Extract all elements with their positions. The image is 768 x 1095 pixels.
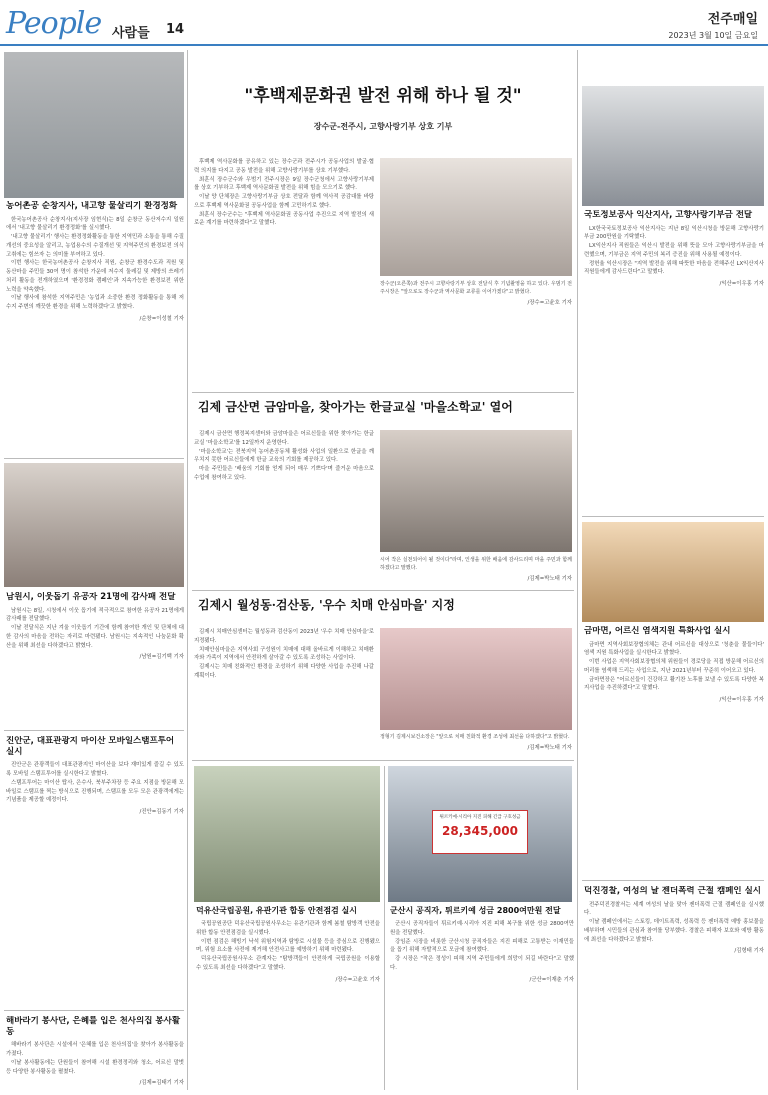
page-number: 14: [166, 22, 185, 37]
byline: /김제=김태기 기자: [139, 1080, 184, 1087]
paragraph: 스탬프투어는 마이산 탑사, 은수사, 북부주차장 등 주요 지점을 방문해 모바일로 스탬프를 찍는 방식으로 진행되며, 스탬프를 모두 모은 관광객에게는 기념품을 제공할 예정이다.: [6, 779, 184, 804]
article-body: [6, 761, 184, 805]
donation-board-title: 튀르키예·시리아 지진 피해 긴급 구호성금: [439, 815, 521, 820]
paragraph: 최훈식 장수군수와 우범기 전주시장은 9일 장수군청에서 고향사랑기부제를 상호 기부하고 후백제 역사문화권 발전을 위해 힘을 모으기로 했다.: [194, 176, 374, 192]
paragraph: 김제시는 치매 친화적인 환경을 조성하기 위해 다양한 사업을 추진해 나갈 계획이다.: [194, 664, 374, 679]
paragraph: 국립공원공단 덕유산국립공원사무소는 유관기관과 함께 봄철 탐방객 안전을 위한 합동 안전점검을 실시했다.: [196, 921, 380, 936]
donation-amount: 28,345,000: [442, 824, 518, 838]
photo-caption: 장수군(오른쪽)과 전주시 고향사랑기부 상호 전달식 후 기념촬영을 하고 있다. 우범기 전주시장은 "앞으로도 장수군과 역사문화 교류를 이어가겠다"고 밝혔다.: [380, 281, 572, 295]
article-body: [194, 430, 374, 483]
article-photo: [4, 463, 184, 587]
paragraph: 치매안심마을은 지역사회 구성원이 치매에 대해 올바르게 이해하고 치매환자와 가족이 지역에서 안전하게 살아갈 수 있도록 조성하는 사업이다.: [194, 646, 374, 662]
byline: /김제=박노태 기자: [527, 745, 572, 751]
paragraph: 최훈식 장수군수는 "후백제 역사문화권 공동사업 추진으로 지역 발전의 새로운 계기를 마련하겠다"고 말했다.: [194, 211, 374, 227]
donation-board: [432, 810, 528, 854]
article-mid-4: [390, 906, 574, 983]
paragraph: 전주덕진경찰서는 세계 여성의 날을 맞아 젠더폭력 근절 캠페인을 실시했다.: [584, 901, 764, 917]
mid-caption-2: [380, 733, 572, 751]
byline: /익산=이우홍 기자: [719, 281, 764, 288]
paragraph: LX익산지사 직원들은 익산시 발전을 위해 뜻을 모아 고향사랑기부금을 마련했으며, 기부금은 지역 주민의 복리 증진을 위해 사용될 예정이다.: [584, 243, 764, 258]
column-divider: [384, 766, 385, 1090]
article-body: [196, 920, 380, 973]
article-body: [584, 901, 764, 945]
paragraph: 금마면장은 "어르신들이 건강하고 활기찬 노후를 보낼 수 있도록 다양한 복지사업을 추진하겠다"고 말했다.: [584, 676, 764, 692]
mid-headline-2: [198, 598, 574, 613]
lead-caption-wrap: [380, 280, 572, 306]
paragraph: 진안군은 관광객들이 대표관광지인 마이산을 보다 재미있게 즐길 수 있도록 모바일 스탬프투어를 실시한다고 밝혔다.: [6, 762, 184, 777]
paragraph: 한국농어촌공사 순창지사(지사장 임현식)는 8일 순창군 동산저수지 일원에서 '내고향 물살리기 환경정화'를 실시했다.: [6, 216, 184, 232]
paragraph: 강임준 시장을 비롯한 군산시청 공직자들은 지진 피해로 고통받는 이재민들을 돕기 위해 자발적으로 모금에 참여했다.: [390, 938, 574, 954]
divider: [4, 730, 184, 731]
divider: [192, 590, 574, 591]
article-col1-2: [6, 592, 184, 660]
article-mid-1: [194, 430, 374, 483]
byline: /장수=고윤호 기자: [527, 300, 572, 306]
article-body: [584, 225, 764, 278]
paragraph: 이날 양 단체장은 고향사랑기부금 상호 전달과 함께 역사적 공감대를 바탕으로 후백제 역사문화권 공동사업을 함께 고민하기로 했다.: [194, 194, 374, 209]
headline: 군산시 공직자, 튀르키예 성금 2800여만원 전달: [390, 906, 561, 915]
article-col3-3: [584, 886, 764, 954]
paragraph: 이번 사업은 지역사회보장협의체 위원들이 경로당을 직접 방문해 어르신의 머리를 염색해 드리는 사업으로, 지난 2021년부터 꾸준히 이어오고 있다.: [584, 659, 764, 674]
paragraph: 해바라기 봉사단은 시설에서 '은혜를 입은 천사의집'을 찾아가 봉사활동을 가졌다.: [6, 1042, 184, 1057]
paragraph: 이번 점검은 해빙기 낙석 위험지역과 탐방로 시설물 등을 중심으로 진행됐으며, 위험 요소를 사전에 제거해 안전사고를 예방하기 위해 마련됐다.: [196, 938, 380, 954]
article-mid-3: [196, 906, 380, 983]
mid-headline-1: [198, 400, 574, 415]
photo-caption: 시어 작은 실천되어이 될 것이다"라며, 인생을 위한 배움에 감사드리며 마을 주민과 함께 하겠다고 말했다.: [380, 557, 572, 571]
article-photo: [380, 430, 572, 552]
headline: 농어촌공 순창지사, 내고향 물살리기 환경정화: [6, 201, 178, 211]
lead-subtitle: 장수군-전주시, 고향사랑기부 상호 기부: [313, 122, 453, 132]
divider: [192, 392, 574, 393]
headline: 진안군, 대표관광지 마이산 모바일스탬프투어 실시: [6, 736, 175, 757]
issue-date: 2023년 3월 10일 금요일: [668, 31, 758, 40]
column-divider: [577, 50, 578, 1090]
paragraph: 군산시 공직자들이 튀르키예·시리아 지진 피해 복구를 위한 성금 2800여만원을 전달했다.: [390, 921, 574, 936]
article-body: [6, 1041, 184, 1076]
paragraph: 강 시장은 "작은 정성이 피해 지역 주민들에게 희망이 되길 바란다"고 말했다.: [390, 956, 574, 971]
headline: 금마면, 어르신 염색지원 특화사업 실시: [584, 626, 731, 636]
article-body: [390, 920, 574, 973]
article-col1-4: [6, 1016, 184, 1086]
article-col3-2: [584, 626, 764, 703]
paragraph: 김제시 치매안심센터는 월성동과 검산동이 2023년 '우수 치매 안심마을'로 지정됐다.: [194, 629, 374, 644]
byline: /김제=박노태 기자: [527, 576, 572, 582]
divider: [4, 1010, 184, 1011]
article-body: [194, 628, 374, 681]
headline: 해바라기 봉사단, 은혜를 입은 천사의집 봉사활동: [6, 1016, 181, 1037]
masthead: [0, 0, 768, 44]
section-brand: People: [6, 6, 102, 41]
newspaper-name: 전주매일: [707, 12, 758, 27]
byline: /진안=김동기 기자: [139, 809, 184, 815]
divider: [582, 880, 764, 881]
headline: 김제시 월성동·검산동, '우수 치매 안심마을' 지정: [198, 598, 455, 612]
article-photo: [582, 522, 764, 622]
article-photo: [380, 628, 572, 730]
paragraph: 정헌율 익산시장은 "지역 발전을 위해 따뜻한 마음을 전해주신 LX익산지사 직원들에게 감사드린다"고 말했다.: [584, 260, 764, 276]
divider: [582, 516, 764, 517]
paragraph: '마을소학교'는 전북지역 농어촌공동체 활성화 사업의 일환으로 한글을 깨우치지 못한 어르신들에게 한글 교육의 기회를 제공하고 있다.: [194, 448, 374, 464]
paragraph: 이번 행사는 한국농어촌공사 순창지사 직원, 순창군 환경수도과 직원 및 동산마을 주민들 30여 명이 참석한 가운데 저수지 둘레길 및 제방의 쓰레기 처리 활동을 전개하였으며 '환경정화 캠페인'과 지속가능한 환경보전 위한 노력을 약속했다.: [6, 260, 184, 293]
lead-headline: "후백제문화권 발전 위해 하나 될 것": [244, 86, 522, 106]
article-photo: [4, 52, 184, 198]
paragraph: 덕유산국립공원사무소 관계자는 "탐방객들이 안전하게 국립공원을 이용할 수 있도록 최선을 다하겠다"고 말했다.: [196, 956, 380, 971]
paragraph: 이날 전달식은 지난 겨울 이웃돕기 기간에 함께 참여한 개인 및 단체에 대한 감사의 마음을 전하는 자리로 마련됐다. 남원시는 지속적인 나눔문화 확산을 위해 최선을 다하겠다고 밝혔다.: [6, 625, 184, 649]
column-divider: [187, 50, 188, 1090]
article-photo: [582, 86, 764, 206]
byline: /순창=이성철 기자: [139, 315, 184, 322]
section-name: 사람들: [112, 26, 150, 41]
header-rule: [0, 44, 768, 46]
divider: [192, 760, 574, 761]
photo-caption: 정형기 김제시보건소장은 "앞으로 치매 친화적 환경 조성에 최선을 다하겠다"고 밝혔다.: [380, 734, 570, 740]
byline: /군산=이재춘 기자: [529, 976, 574, 983]
headline: 덕진경찰, 여성의 날 젠더폭력 근절 캠페인 실시: [584, 886, 761, 896]
article-mid-2: [194, 628, 374, 681]
mid-caption-1: [380, 556, 572, 582]
paragraph: 마을 주민들은 '배움의 기회를 얻게 되어 매우 기쁘다'며 즐거운 마음으로 수업에 참여하고 있다.: [194, 466, 374, 481]
byline: /익산=이우홍 기자: [719, 697, 764, 704]
article-col1-3: [6, 736, 184, 815]
lead-photo: [380, 158, 572, 276]
headline: 덕유산국립공원, 유관기관 합동 안전점검 실시: [196, 906, 358, 915]
byline: /김형태 기자: [734, 948, 764, 955]
divider: [4, 458, 184, 459]
article-body: [6, 607, 184, 651]
paragraph: 후백제 역사문화를 공유하고 있는 장수군과 전주시가 공동사업의 발굴·협력 의지를 다지고 공동 발전을 위해 고향사랑기부를 상호 기부했다.: [194, 159, 374, 174]
article-photo: [388, 766, 572, 902]
paragraph: LX한국국토정보공사 익산지사는 지난 8일 익산시청을 방문해 고향사랑기부금 200만원을 기탁했다.: [584, 225, 764, 241]
article-col3-1: [584, 210, 764, 287]
paragraph: 이날 행사에 참석한 지역주민은 '농업과 소중한 환경 정화활동을 통해 저수지 주변의 깨끗한 환경을 위해 노력하겠다'고 밝혔다.: [6, 295, 184, 311]
article-body: [6, 216, 184, 312]
article-body: [584, 641, 764, 694]
article-col1-1: [6, 201, 184, 322]
headline: 남원시, 이웃돕기 유공자 21명에 감사패 전달: [6, 592, 176, 602]
paragraph: 금마면 지역사회보장협의체는 관내 어르신을 대상으로 '청춘을 물들이다' 염색 지원 특화사업을 실시한다고 밝혔다.: [584, 641, 764, 657]
lead-body: [194, 158, 374, 228]
paragraph: '내고향 물살리기' 행사는 환경정화활동을 통한 지역민과 소통을 통해 수질개선의 중요성을 알리고, 농업용수의 수질개선 및 지역주민의 환경보전 의식 고취에는 힘쓰자 는 의미를 부여하고 있다.: [6, 234, 184, 258]
paragraph: 남원시는 8일, 시청에서 이웃 돕기에 적극적으로 참여한 유공자 21명에게 감사패를 전달했다.: [6, 607, 184, 623]
paragraph: 김제시 금산면 행정복지센터와 금암마을은 어르신들을 위한 찾아가는 한글교실 '마을소학교'를 12일까지 운영한다.: [194, 431, 374, 446]
paragraph: 이날 캠페인에서는 스토킹, 데이트폭력, 성폭력 등 젠더폭력 예방 홍보물을 배부하며 시민들의 관심과 참여를 당부했다. 경찰은 피해자 보호와 예방 활동에 최선을 다하겠다고 밝혔다.: [584, 919, 764, 943]
byline: /장수=고윤호 기자: [335, 976, 380, 983]
article-photo: [194, 766, 380, 902]
byline: /남원=김기백 기자: [139, 654, 184, 661]
lead-headline-wrap: [192, 86, 574, 132]
paragraph: 이날 봉사활동에는 단원들이 참여해 시설 환경정리와 청소, 어르신 말벗 등 다양한 봉사활동을 펼쳤다.: [6, 1059, 184, 1075]
article-body: [194, 158, 374, 228]
headline: 김제 금산면 금암마을, 찾아가는 한글교실 '마을소학교' 열어: [198, 400, 513, 414]
headline: 국토정보공사 익산지사, 고향사랑기부금 전달: [584, 210, 753, 220]
